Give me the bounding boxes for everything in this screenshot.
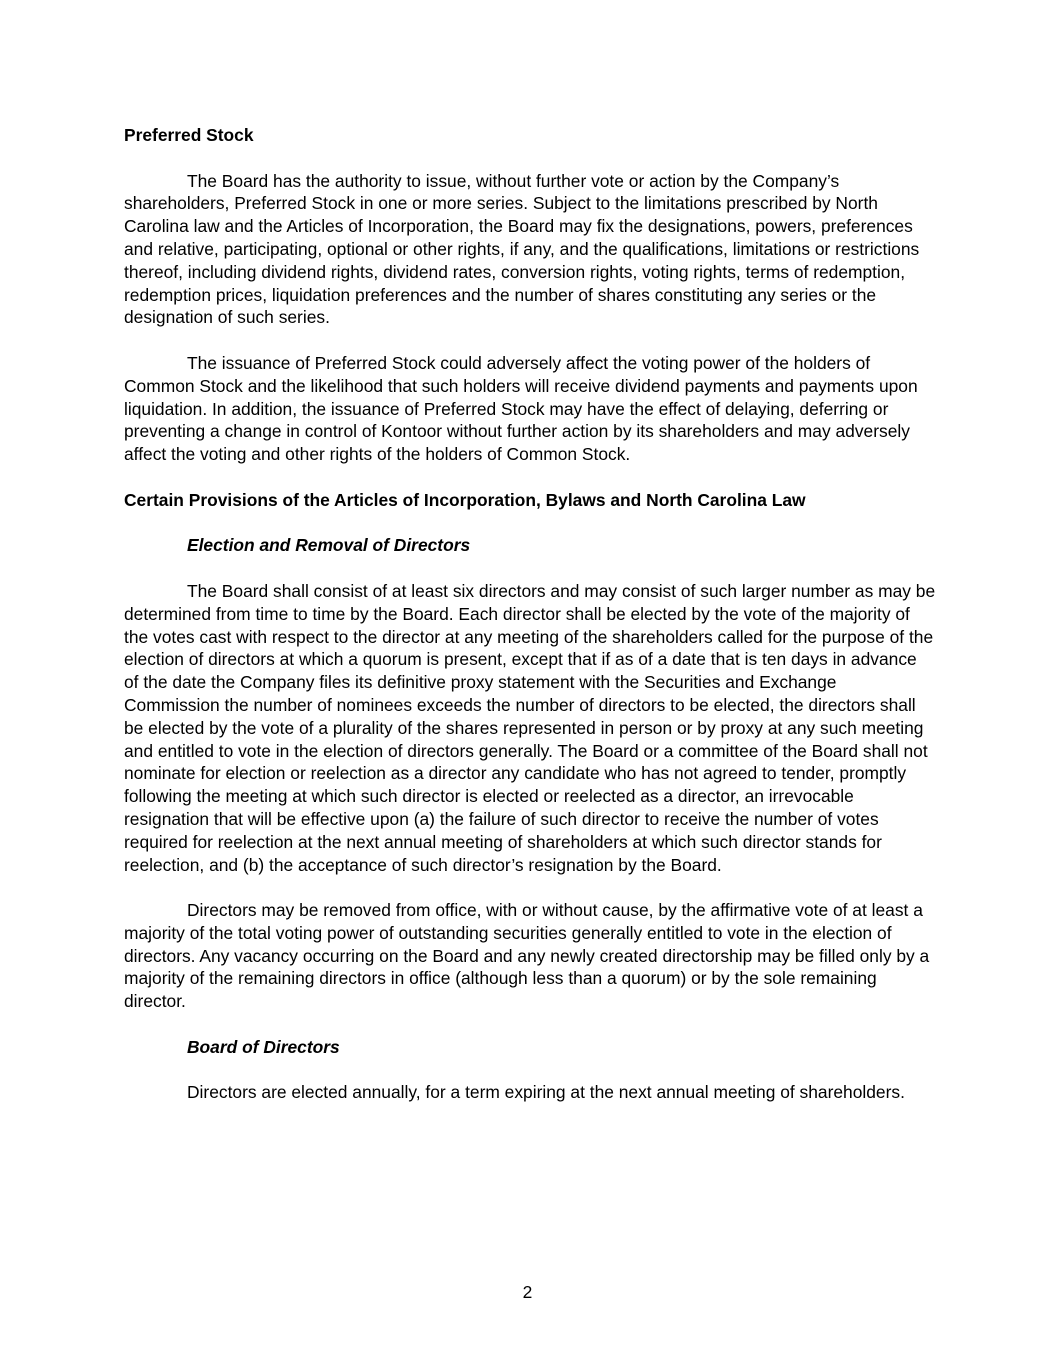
paragraph-preferred-stock-effects: The issuance of Preferred Stock could adversely affect the voting power of the holders of Common Stock and the likelihood that such holders will receive dividend payments and payments upon liquidation. In addition, the issuance of Preferred Stock may have the effect of delaying, deferring or preventing a change in control of Kontoor without further action by its shareholders and may adversely affect the voting and other rights of the holders of Common Stock. [124,352,918,465]
page-number: 2 [522,1282,533,1302]
paragraph-preferred-stock-authority: The Board has the authority to issue, without further vote or action by the Company’s shareholders, Preferred Stock in one or more series. Subject to the limitations prescribed by North Carolina law and the Articles of Incorporation, the Board may fix the designations, powers, preferences and relative, participating, optional or other rights, if any, and the qualifications, limitations or restrictions thereof, including dividend rights, dividend rates, conversion rights, voting rights, terms of redemption, redemption prices, liquidation preferences and the number of shares constituting any series or the designation of such series. [124,170,920,328]
paragraph-director-removal: Directors may be removed from office, with or without cause, by the affirmative vote of at least a majority of the total voting power of outstanding securities generally entitled to vote in the election of directors. Any vacancy occurring on the Board and any newly created directorship may be filled only by a majority of the remaining directors in office (although less than a quorum) or by the sole remaining director. [124,900,930,1012]
subheading-election-removal-directors: Election and Removal of Directors [187,535,471,556]
section-heading-certain-provisions: Certain Provisions of the Articles of Incorporation, Bylaws and North Carolina Law [124,489,806,510]
section-heading-preferred-stock: Preferred Stock [124,125,254,145]
document-page [124,124,936,1104]
subheading-board-of-directors: Board of Directors [187,1036,340,1057]
paragraph-annual-election: Directors are elected annually, for a term expiring at the next annual meeting of shareholders. [187,1082,905,1103]
paragraph-board-composition: The Board shall consist of at least six directors and may consist of such larger number as may be determined from time to time by the Board. Each director shall be elected by the vote of the majority of the votes cast with respect to the director at any meeting of the shareholders called for the purpose of the election of directors at which a quorum is present, except that if as of a date that is ten days in advance of the date the Company files its definitive proxy statement with the Securities and Exchange Commission the number of nominees exceeds the number of directors to be elected, the directors shall be elected by the vote of a plurality of the shares represented in person or by proxy at any such meeting and entitled to vote in the election of directors generally. The Board or a committee of the Board shall not nominate for election or reelection as a director any candidate who has not agreed to tender, promptly following the meeting at which such director is elected or reelected as a director, an irrevocable resignation that will be effective upon (a) the failure of such director to receive the number of votes required for reelection at the next annual meeting of shareholders at which such director stands for reelection, and (b) the acceptance of such director’s resignation by the Board. [124,580,936,875]
